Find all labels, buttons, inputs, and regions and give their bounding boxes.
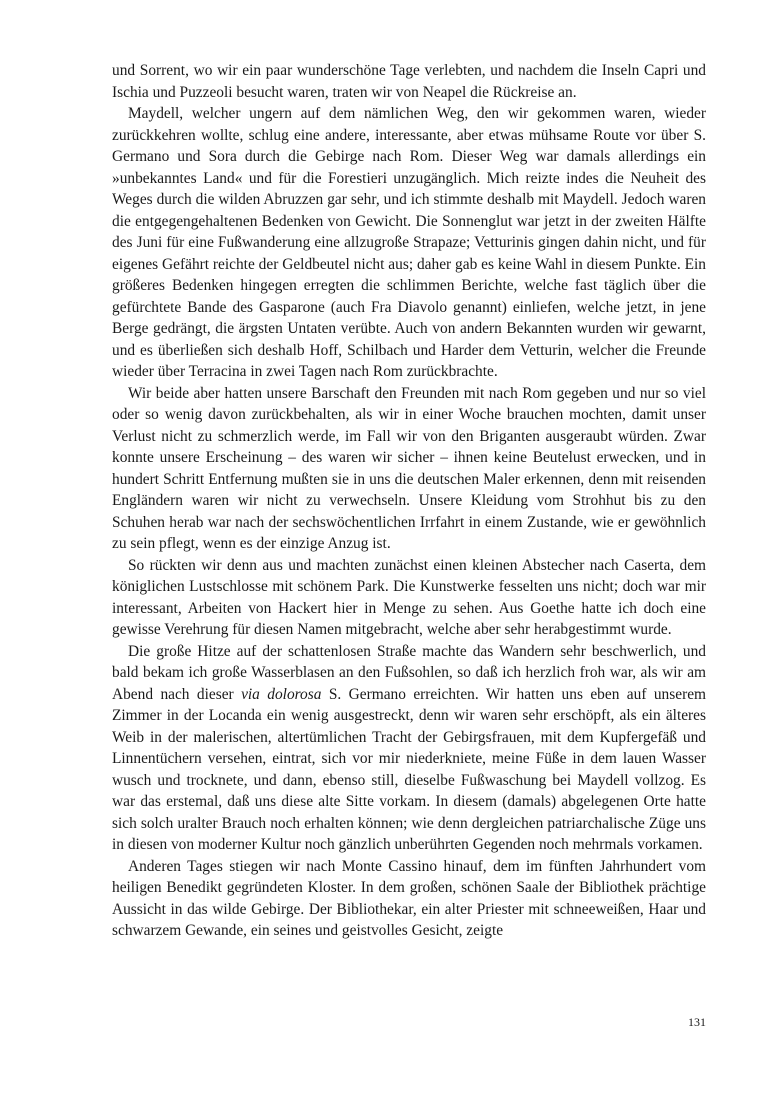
paragraph-6: Anderen Tages stiegen wir nach Monte Cassino hinauf, dem im fünften Jahrhundert vom heiligen Benedikt gegründeten Kloster. In dem großen, schönen Saale der Bibliothek prächtige Aussicht in das wilde Gebirge. Der Bibliothekar, ein alter Priester mit schneeweißen, Haar und schwarzem Gewande, ein seines und geistvolles Gesicht, zeigte: [112, 857, 706, 939]
paragraph-2: Maydell, welcher ungern auf dem nämlichen Weg, den wir gekommen waren, wieder zurückkehren wollte, schlug eine andere, interessante, aber etwas mühsame Route vor über S. Germano und Sora durch die Gebirge nach Rom. Dieser Weg war damals allerdings ein »unbekanntes Land« und für die Forestieri unzugänglich. Mich reizte indes die Neuheit des Weges durch die wilden Abruzzen gar sehr, und ich stimmte deshalb mit Maydell. Jedoch waren die entgegengehaltenen Bedenken von Gewicht. Die Sonnenglut war jetzt in der zweiten Hälfte des Juni für eine Fußwanderung eine allzugroße Strapaze; Vetturinis gingen dahin nicht, und für eigenes Gefährt reichte der Geldbeutel nicht aus; daher gab es keine Wahl in diesem Punkte. Ein größeres Bedenken hingegen erregten die schlimmen Berichte, welche fast täglich über die gefürchtete Bande des Gasparone (auch Fra Diavolo genannt) einliefen, welche jetzt, in jene Berge gedrängt, die ärgsten Untaten verübte. Auch von andern Bekannten wurden wir gewarnt, und es überließen sich deshalb Hoff, Schilbach und Harder dem Vetturin, welcher die Freunde wieder über Terracina in zwei Tagen nach Rom zurückbrachte.: [112, 105, 706, 380]
paragraph-3: Wir beide aber hatten unsere Barschaft den Freunden mit nach Rom gegeben und nur so viel oder so wenig davon zurückbehalten, als wir in einer Woche brauchen mochten, damit unser Verlust nicht zu schmerzlich werde, im Fall wir von den Briganten ausgeraubt würden. Zwar konnte unsere Erscheinung – des waren wir sicher – ihnen keine Beutelust erwecken, und in hundert Schritt Entfernung mußten sie in uns die deutschen Maler erkennen, denn mit reisenden Engländern waren wir nicht zu verwechseln. Unsere Kleidung vom Strohhut bis zu den Schuhen herab war nach der sechswöchentlichen Irrfahrt in einem Zustande, wie er gewöhnlich zu sein pflegt, wenn es der einzige Anzug ist.: [112, 384, 706, 552]
paragraph-5-emphasis: via dolorosa: [241, 685, 322, 703]
paragraph-5: [112, 641, 706, 856]
page-number: 131: [688, 1015, 706, 1029]
paragraph-5-text-after: S. Germano erreichten. Wir hatten uns eben auf unserem Zimmer in der Locanda ein wenig ausgestreckt, denn wir waren sehr erschöpft, als ein älteres Weib in der malerischen, altertümlichen Tracht der Gebirgsfrauen, mit dem Kupfergefäß und Linnentüchern versehen, eintrat, sich vor mir niederkniete, meine Füße in dem lauen Wasser wusch und trocknete, und dann, ebenso still, dieselbe Fußwaschung bei Maydell vollzog. Es war das erstemal, daß uns diese alte Sitte vorkam. In diesem (damals) abgelegenen Orte hatte sich solch uralter Brauch noch erhalten können; wie denn dergleichen patriarchalische Züge uns in diesen von moderner Kultur noch gänzlich unberührten Gegenden noch mehrmals vorkamen.: [112, 685, 706, 853]
paragraph-4: So rückten wir denn aus und machten zunächst einen kleinen Abstecher nach Caserta, dem königlichen Lustschlosse mit schönem Park. Die Kunstwerke fesselten uns nicht; doch war mir interessant, Arbeiten von Hackert hier in Menge zu sehen. Aus Goethe hatte ich doch eine gewisse Verehrung für diesen Namen mitgebracht, welche aber sehr herabgestimmt wurde.: [112, 556, 706, 638]
paragraph-5-text-before: Die große Hitze auf der schattenlosen Straße machte das Wandern sehr beschwerlich, und bald bekam ich große Wasserblasen an den Fußsohlen, so daß ich herzlich froh war, als wir am Abend nach dieser: [112, 642, 706, 703]
paragraph-1: und Sorrent, wo wir ein paar wunderschöne Tage verlebten, und nachdem die Inseln Capri und Ischia und Puzzeoli besucht waren, traten wir von Neapel die Rückreise an.: [112, 62, 706, 101]
page-body: [112, 60, 706, 942]
